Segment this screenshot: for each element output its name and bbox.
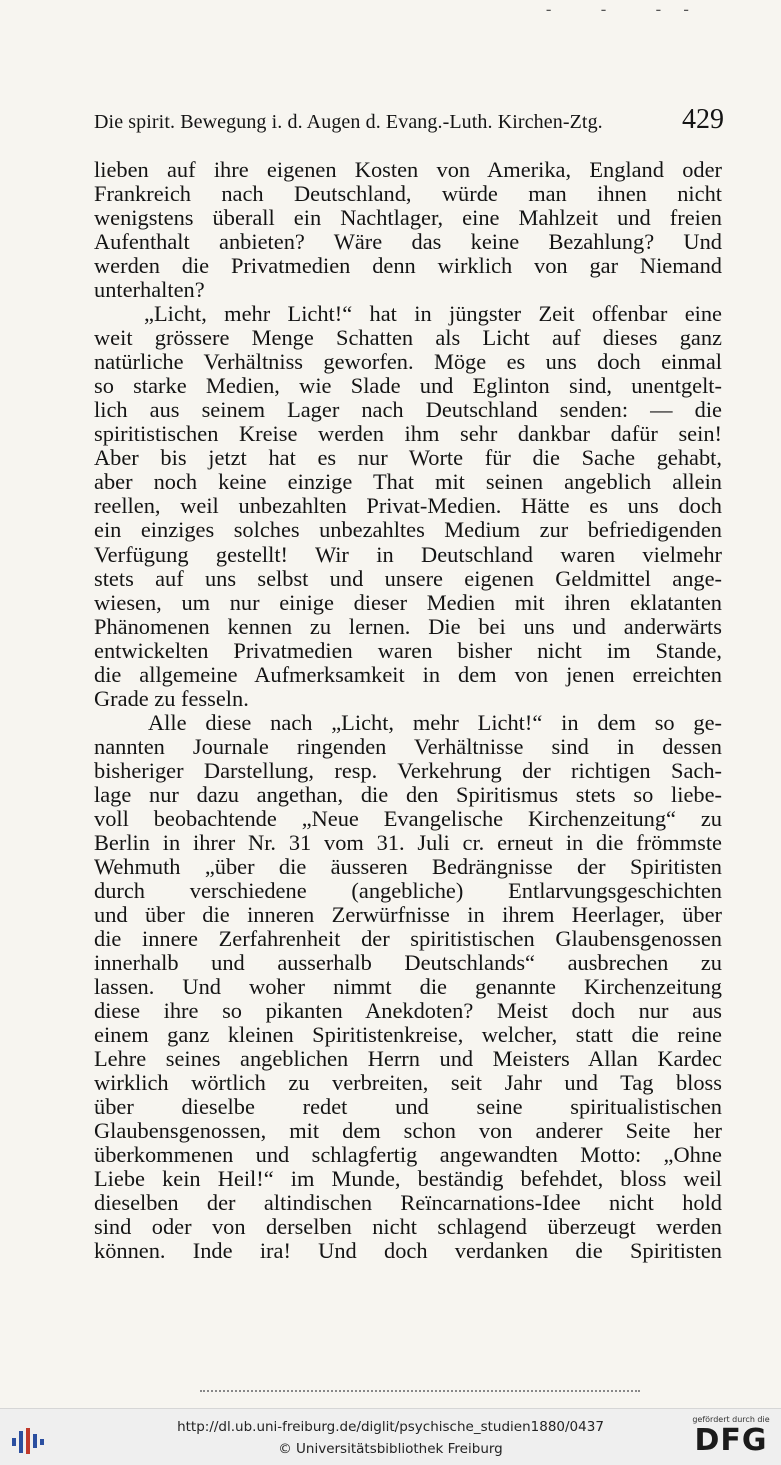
text-line: spiritistischen Kreise werden ihm sehr dankbar dafür sein! bbox=[94, 421, 722, 447]
text-line: unterhalten? bbox=[94, 277, 205, 303]
text-line: Grade zu fesseln. bbox=[94, 685, 249, 711]
funding-note: gefördert durch die bbox=[692, 1415, 770, 1424]
running-title: Die spirit. Bewegung i. d. Augen d. Evang.-Luth. Kirchen-Ztg. bbox=[94, 111, 603, 133]
text-line: lassen. Und woher nimmt die genannte Kirchenzeitung bbox=[94, 974, 722, 1000]
dfg-logo-text: DFG bbox=[694, 1423, 768, 1458]
text-line: natürliche Verhältniss geworfen. Möge es uns doch einmal bbox=[94, 349, 722, 375]
text-line: Aufenthalt anbieten? Wäre das keine Bezahlung? Und bbox=[94, 229, 722, 255]
text-line: einem ganz kleinen Spiritistenkreise, welcher, statt die reine bbox=[94, 1022, 722, 1048]
text-line: und über die inneren Zerwürfnisse in ihrem Heerlager, über bbox=[94, 901, 722, 927]
text-line: sind oder von derselben nicht schlagend überzeugt werden bbox=[94, 1214, 722, 1240]
text-line: nannten Journale ringenden Verhältnisse sind in dessen bbox=[94, 733, 722, 759]
text-line: die innere Zerfahrenheit der spiritistischen Glaubensgenossen bbox=[94, 926, 722, 951]
text-line: können. Inde ira! Und doch verdanken die Spiritisten bbox=[94, 1238, 722, 1264]
text-line: wenigstens überall ein Nachtlager, eine Mahlzeit und freien bbox=[94, 205, 722, 231]
text-line: Verfügung gestellt! Wir in Deutschland waren vielmehr bbox=[94, 541, 722, 567]
text-line: durch verschiedene (angebliche) Entlarvungsgeschichten bbox=[94, 877, 722, 903]
text-line: stets auf uns selbst und unsere eigenen Geldmittel ange- bbox=[94, 565, 722, 591]
page-bottom-marks bbox=[200, 1390, 640, 1395]
text-line: Phänomenen kennen zu lernen. Die bei uns und anderwärts bbox=[94, 613, 722, 639]
scan-edge-marks: ‐ ‐ ‐‐ bbox=[545, 0, 711, 19]
text-line: voll beobachtende „Neue Evangelische Kirchenzeitung“ zu bbox=[94, 805, 722, 831]
text-line: bisheriger Darstellung, resp. Verkehrung der richtigen Sach- bbox=[94, 757, 722, 783]
text-line: Lehre seines angeblichen Herrn und Meisters Allan Kardec bbox=[94, 1046, 722, 1072]
text-line: wirklich wörtlich zu verbreiten, seit Jahr und Tag bloss bbox=[94, 1070, 722, 1096]
text-line: Aber bis jetzt hat es nur Worte für die Sache gehabt, bbox=[94, 445, 722, 471]
copyright-notice: © Universitätsbibliothek Freiburg bbox=[278, 1441, 503, 1457]
text-line: Wehmuth „über die äusseren Bedrängnisse der Spiritisten bbox=[94, 853, 722, 879]
text-line: die allgemeine Aufmerksamkeit in dem von jenen erreichten bbox=[94, 661, 722, 687]
text-line: „Licht, mehr Licht!“ hat in jüngster Zeit offenbar eine bbox=[144, 301, 722, 327]
text-line: weit grössere Menge Schatten als Licht auf dieses ganz bbox=[94, 325, 722, 351]
dfg-logo bbox=[689, 1415, 773, 1463]
text-line: Berlin in ihrer Nr. 31 vom 31. Juli cr. erneut in die frömmste bbox=[94, 829, 722, 855]
text-line: ein einziges solches unbezahltes Medium zur befriedigenden bbox=[94, 517, 722, 543]
text-line: über dieselbe redet und seine spiritualistischen bbox=[94, 1094, 722, 1120]
body-text bbox=[94, 158, 722, 1263]
viewer-footer bbox=[0, 1408, 781, 1465]
page-number: 429 bbox=[682, 104, 724, 135]
text-line: aber noch keine einzige That mit seinen angeblich allein bbox=[94, 469, 722, 495]
running-head bbox=[94, 104, 724, 140]
text-line: innerhalb und ausserhalb Deutschlands“ ausbrechen zu bbox=[94, 950, 722, 976]
text-line: entwickelten Privatmedien waren bisher nicht im Stande, bbox=[94, 637, 722, 663]
text-line: überkommenen und schlagfertig angewandten Motto: „Ohne bbox=[94, 1142, 722, 1168]
text-line: lieben auf ihre eigenen Kosten von Amerika, England oder bbox=[94, 157, 722, 182]
text-line: wiesen, um nur einige dieser Medien mit ihren eklatanten bbox=[94, 589, 722, 615]
text-line: werden die Privatmedien denn wirklich von gar Niemand bbox=[94, 253, 722, 279]
text-line: Liebe kein Heil!“ im Munde, beständig befehdet, bloss weil bbox=[94, 1166, 722, 1192]
text-line: reellen, weil unbezahlten Privat-Medien. Hätte es uns doch bbox=[94, 493, 722, 519]
text-line: Glaubensgenossen, mit dem schon von anderer Seite her bbox=[94, 1118, 722, 1144]
text-line: lich aus seinem Lager nach Deutschland senden: — die bbox=[94, 397, 722, 423]
text-line: so starke Medien, wie Slade und Eglinton sind, unentgelt- bbox=[94, 373, 722, 399]
text-line: Frankreich nach Deutschland, würde man ihnen nicht bbox=[94, 181, 722, 207]
source-url[interactable]: http://dl.ub.uni-freiburg.de/diglit/psychische_studien1880/0437 bbox=[177, 1419, 604, 1435]
text-line: Alle diese nach „Licht, mehr Licht!“ in dem so ge- bbox=[148, 709, 722, 735]
text-line: lage nur dazu angethan, die den Spiritismus stets so liebe- bbox=[94, 781, 722, 807]
text-line: diese ihre so pikanten Anekdoten? Meist doch nur aus bbox=[94, 998, 722, 1024]
text-line: dieselben der altindischen Reïncarnations-Idee nicht hold bbox=[94, 1190, 722, 1216]
